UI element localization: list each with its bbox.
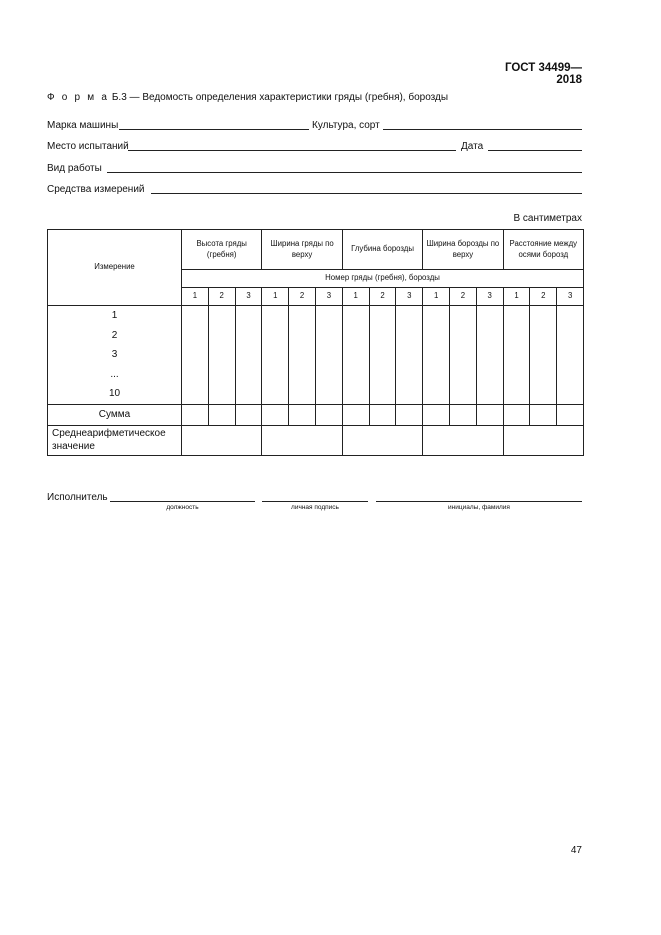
sum-cell[interactable] [369,404,396,425]
machine-brand-line[interactable] [119,129,309,130]
sub-number: 2 [450,288,477,306]
sub-number: 1 [503,288,530,306]
sub-number: 3 [315,288,342,306]
sub-number: 3 [476,288,503,306]
sub-number: 2 [208,288,235,306]
sum-cell[interactable] [423,404,450,425]
data-cell[interactable] [476,306,503,405]
work-type-label: Вид работы [47,163,102,174]
sub-number: 3 [557,288,584,306]
group-header: Ширина гряды по верху [262,230,342,270]
row-number: ... [110,368,119,380]
measurement-header: Измерение [48,230,182,306]
row-numbers [48,306,182,405]
sub-number: 1 [182,288,209,306]
measurement-table [47,229,584,456]
signature-caption: личная подпись [291,504,339,511]
average-cell[interactable] [182,425,262,455]
sum-cell[interactable] [262,404,289,425]
sub-number: 1 [262,288,289,306]
name-line[interactable] [376,501,582,502]
position-line[interactable] [110,501,255,502]
subheader: Номер гряды (гребня), борозды [182,270,584,288]
sum-cell[interactable] [476,404,503,425]
form-title [47,92,448,103]
sum-cell[interactable] [557,404,584,425]
sub-number: 2 [369,288,396,306]
data-cell[interactable] [315,306,342,405]
row-number: 10 [108,388,121,400]
data-cell[interactable] [396,306,423,405]
group-header: Высота гряды (гребня) [182,230,262,270]
data-cell[interactable] [235,306,262,405]
sum-cell[interactable] [289,404,316,425]
sub-number: 1 [423,288,450,306]
average-cell[interactable] [342,425,422,455]
sub-number: 3 [235,288,262,306]
measurement-tools-line[interactable] [151,193,582,194]
group-header: Расстояние между осями борозд [503,230,583,270]
data-cell[interactable] [289,306,316,405]
sum-cell[interactable] [530,404,557,425]
data-cell[interactable] [557,306,584,405]
test-location-label: Место испытаний [47,141,129,152]
signature-line[interactable] [262,501,368,502]
average-cell[interactable] [262,425,342,455]
data-cell[interactable] [450,306,477,405]
data-cell[interactable] [262,306,289,405]
data-cell[interactable] [503,306,530,405]
average-cell[interactable] [423,425,503,455]
data-cell[interactable] [208,306,235,405]
sum-cell[interactable] [503,404,530,425]
measurement-tools-label: Средства измерений [47,184,145,195]
units-note: В сантиметрах [513,213,582,224]
sum-cell[interactable] [396,404,423,425]
sub-number: 3 [396,288,423,306]
sum-cell[interactable] [182,404,209,425]
test-location-line[interactable] [128,150,456,151]
group-header: Глубина борозды [342,230,422,270]
form-title-text: Б.3 — Ведомость определения характеристики гряды (гребня), борозды [109,92,449,103]
crop-variety-line[interactable] [383,129,582,130]
data-cell[interactable] [530,306,557,405]
sub-number: 1 [342,288,369,306]
position-caption: должность [166,504,199,511]
crop-variety-label: Культура, сорт [312,120,380,131]
data-cell[interactable] [342,306,369,405]
average-cell[interactable] [503,425,583,455]
row-number: 2 [111,329,118,341]
sum-cell[interactable] [315,404,342,425]
sub-number: 2 [289,288,316,306]
page-number: 47 [570,845,582,856]
sum-cell[interactable] [235,404,262,425]
row-number: 3 [111,349,118,361]
data-cell[interactable] [182,306,209,405]
sum-cell[interactable] [342,404,369,425]
sum-cell[interactable] [208,404,235,425]
executor-label: Исполнитель [47,492,108,503]
form-title-prefix: Ф о р м а [47,92,110,103]
work-type-line[interactable] [107,172,582,173]
group-header: Ширина борозды по верху [423,230,503,270]
row-number: 1 [111,310,118,321]
sum-label: Сумма [48,404,182,425]
sum-cell[interactable] [450,404,477,425]
date-line[interactable] [488,150,582,151]
machine-brand-label: Марка машины [47,120,119,131]
data-cell[interactable] [423,306,450,405]
date-label: Дата [461,141,484,152]
sub-number: 2 [530,288,557,306]
average-label: Среднеарифметическое значение [48,425,182,455]
data-cell[interactable] [369,306,396,405]
standard-designation: ГОСТ 34499—2018 [504,62,582,86]
name-caption: инициалы, фамилия [448,504,510,511]
